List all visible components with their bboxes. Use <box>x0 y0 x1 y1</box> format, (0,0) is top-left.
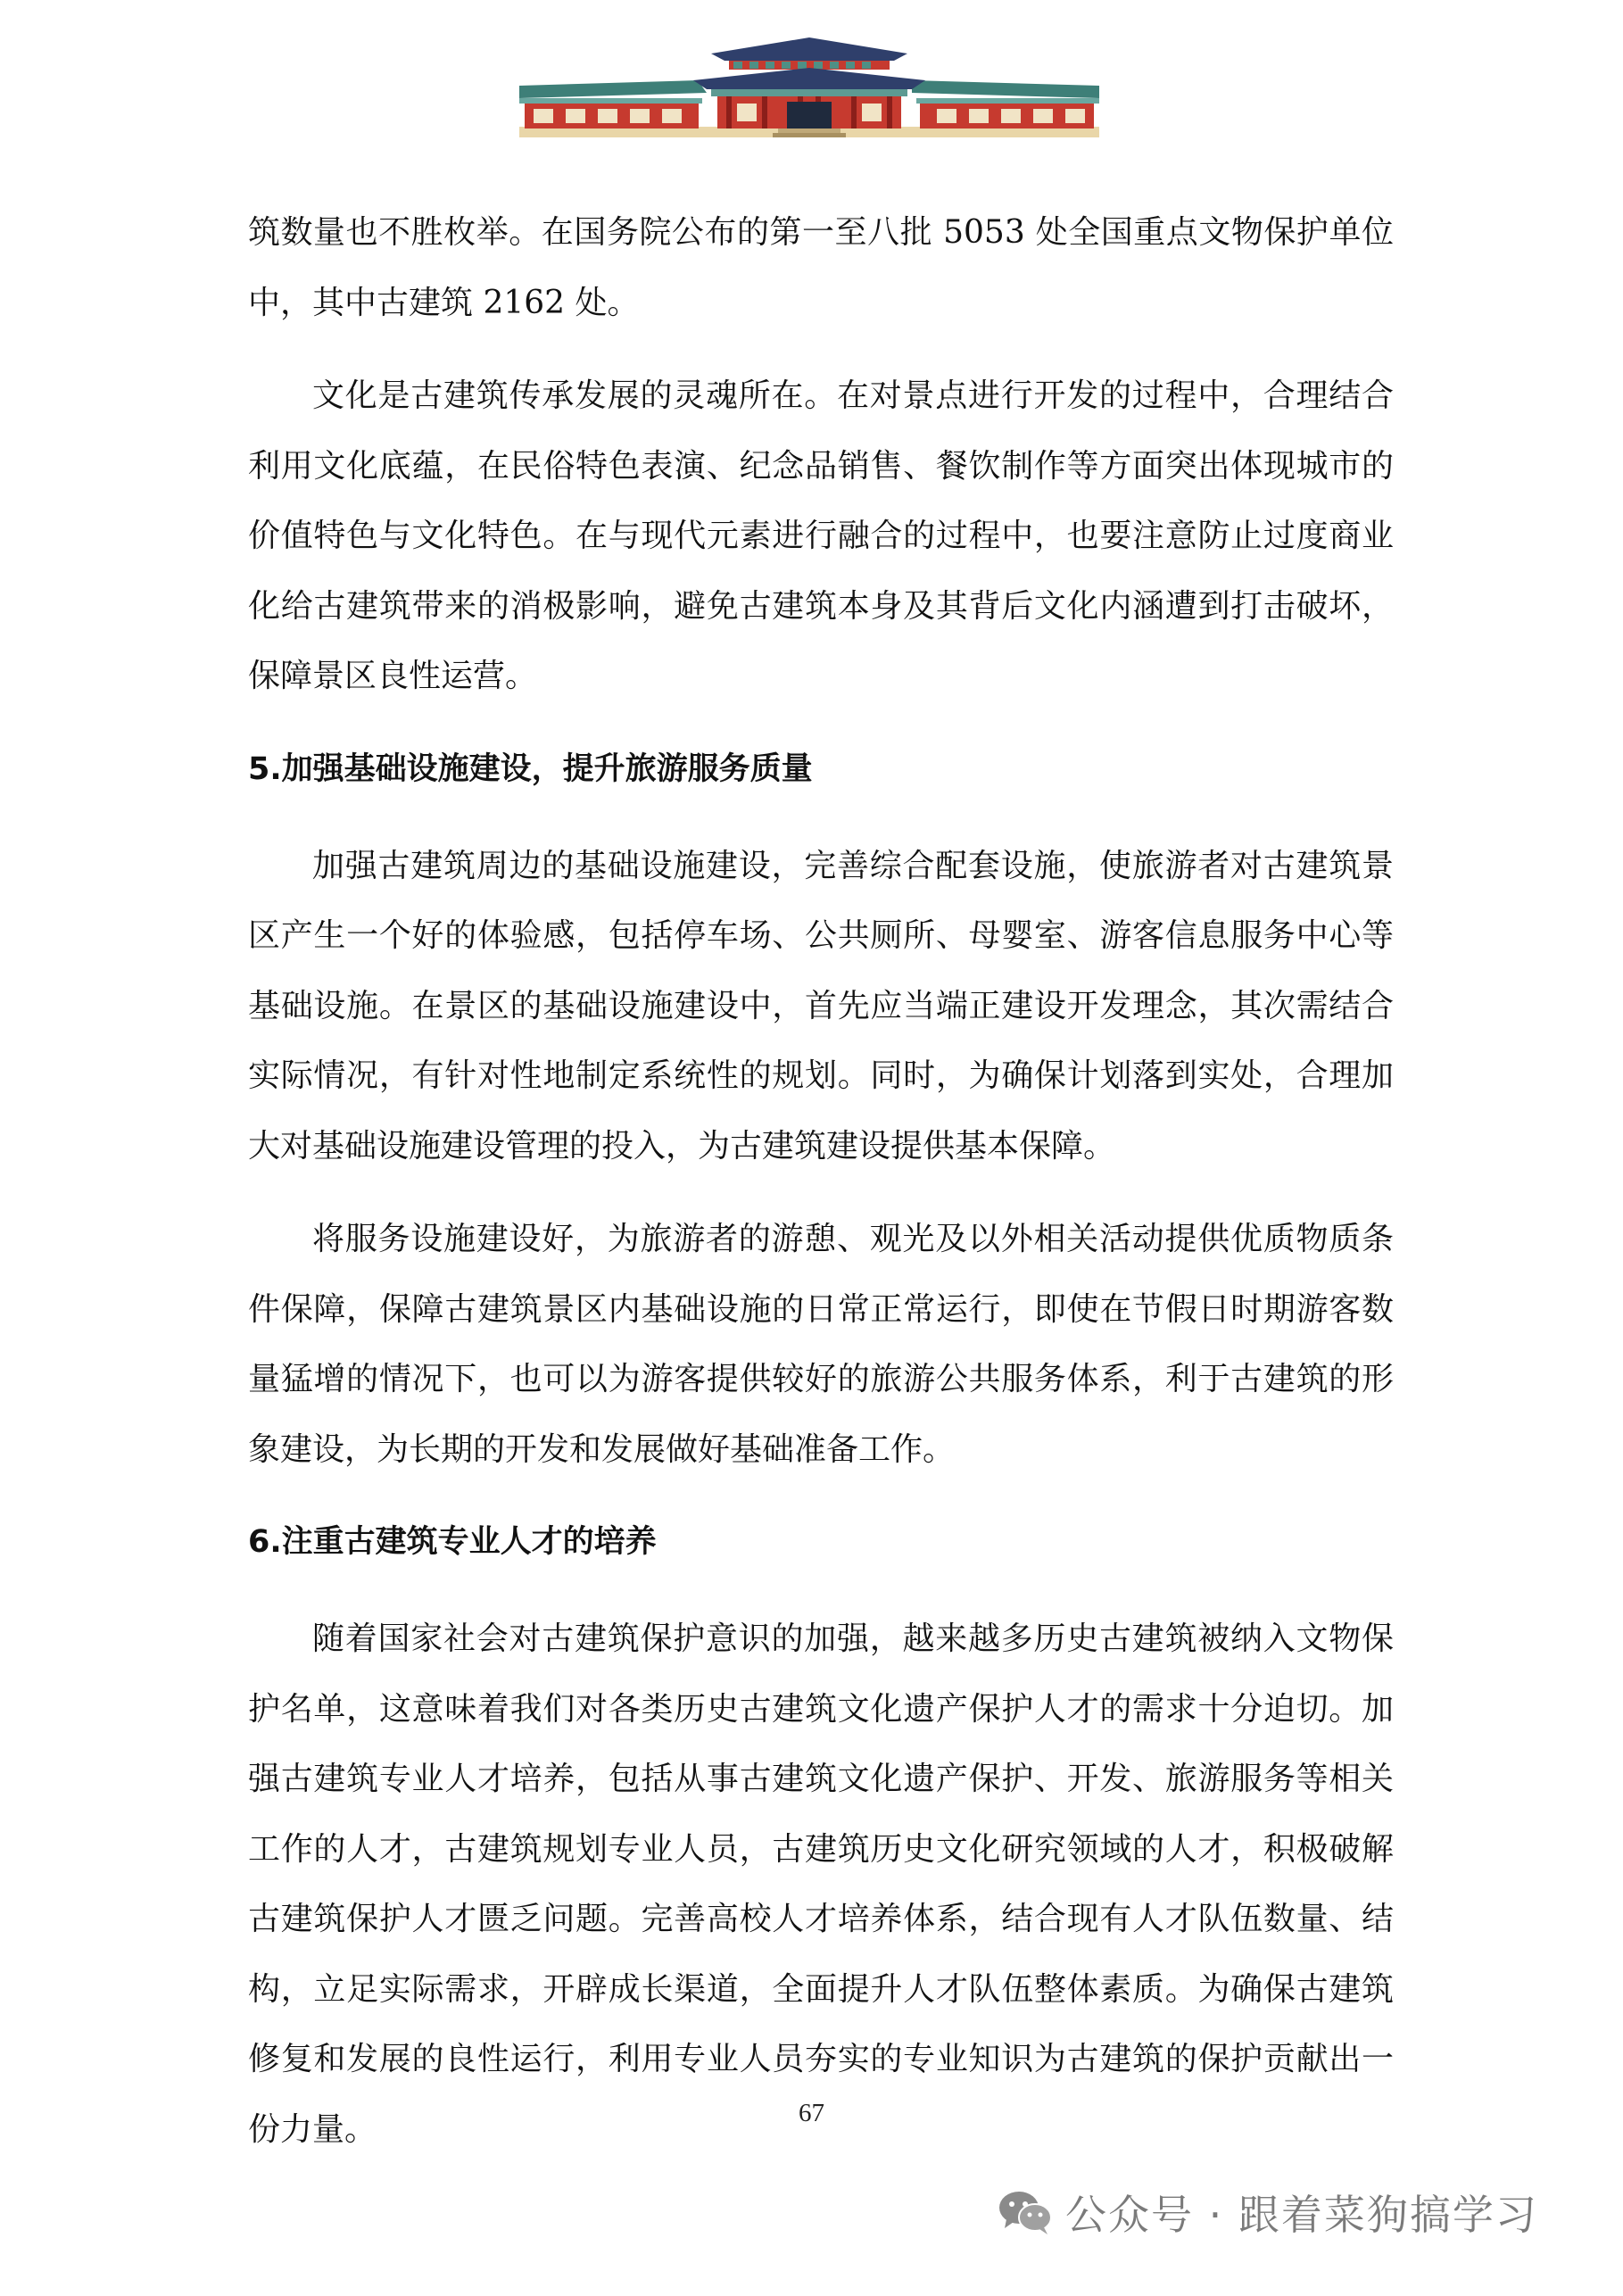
paragraph-3: 加强古建筑周边的基础设施建设，完善综合配套设施，使旅游者对古建筑景区产生一个好的体验感，包括停车场、公共厕所、母婴室、游客信息服务中心等基础设施。在景区的基础设施建设中，首先应当端正建设开发理念，其次需结合实际情况，有针对性地制定系统性的规划。同时，为确保计划落到实处，合理加大对基础设施建设管理的投入，为古建筑建设提供基本保障。 <box>248 847 1394 1165</box>
pavilion-illustration <box>519 34 1099 141</box>
page-content <box>248 198 1394 2165</box>
wechat-icon <box>998 2189 1053 2235</box>
paragraph-2: 文化是古建筑传承发展的灵魂所在。在对景点进行开发的过程中，合理结合利用文化底蕴，在民俗特色表演、纪念品销售、餐饮制作等方面突出体现城市的价值特色与文化特色。在与现代元素进行融合的过程中，也要注意防止过度商业化给古建筑带来的消极影响，避免古建筑本身及其背后文化内涵遭到打击破坏，保障景区良性运营。 <box>248 377 1394 694</box>
watermark <box>998 2181 1538 2243</box>
section-heading-6: 6.注重古建筑专业人才的培养 <box>248 1524 657 1560</box>
paragraph-4: 将服务设施建设好，为旅游者的游憩、观光及以外相关活动提供优质物质条件保障，保障古建筑景区内基础设施的日常正常运行，即使在节假日时期游客数量猛增的情况下，也可以为游客提供较好的旅游公共服务体系，利于古建筑的形象建设，为长期的开发和发展做好基础准备工作。 <box>248 1221 1394 1468</box>
watermark-text: 公众号 · 跟着菜狗搞学习 <box>1065 2191 1538 2239</box>
paragraph-1: 筑数量也不胜枚举。在国务院公布的第一至八批 5053 处全国重点文物保护单位中，其中古建筑 2162 处。 <box>248 214 1394 321</box>
page-number: 67 <box>799 2099 824 2127</box>
section-heading-5: 5.加强基础设施建设，提升旅游服务质量 <box>248 750 813 787</box>
paragraph-5: 随着国家社会对古建筑保护意识的加强，越来越多历史古建筑被纳入文物保护名单，这意味着我们对各类历史古建筑文化遗产保护人才的需求十分迫切。加强古建筑专业人才培养，包括从事古建筑文化遗产保护、开发、旅游服务等相关工作的人才，古建筑规划专业人员，古建筑历史文化研究领域的人才，积极破解古建筑保护人才匮乏问题。完善高校人才培养体系，结合现有人才队伍数量、结构，立足实际需求，开辟成长渠道，全面提升人才队伍整体素质。为确保古建筑修复和发展的良性运行，利用专业人员夯实的专业知识为古建筑的保护贡献出一份力量。 <box>248 1620 1394 2148</box>
